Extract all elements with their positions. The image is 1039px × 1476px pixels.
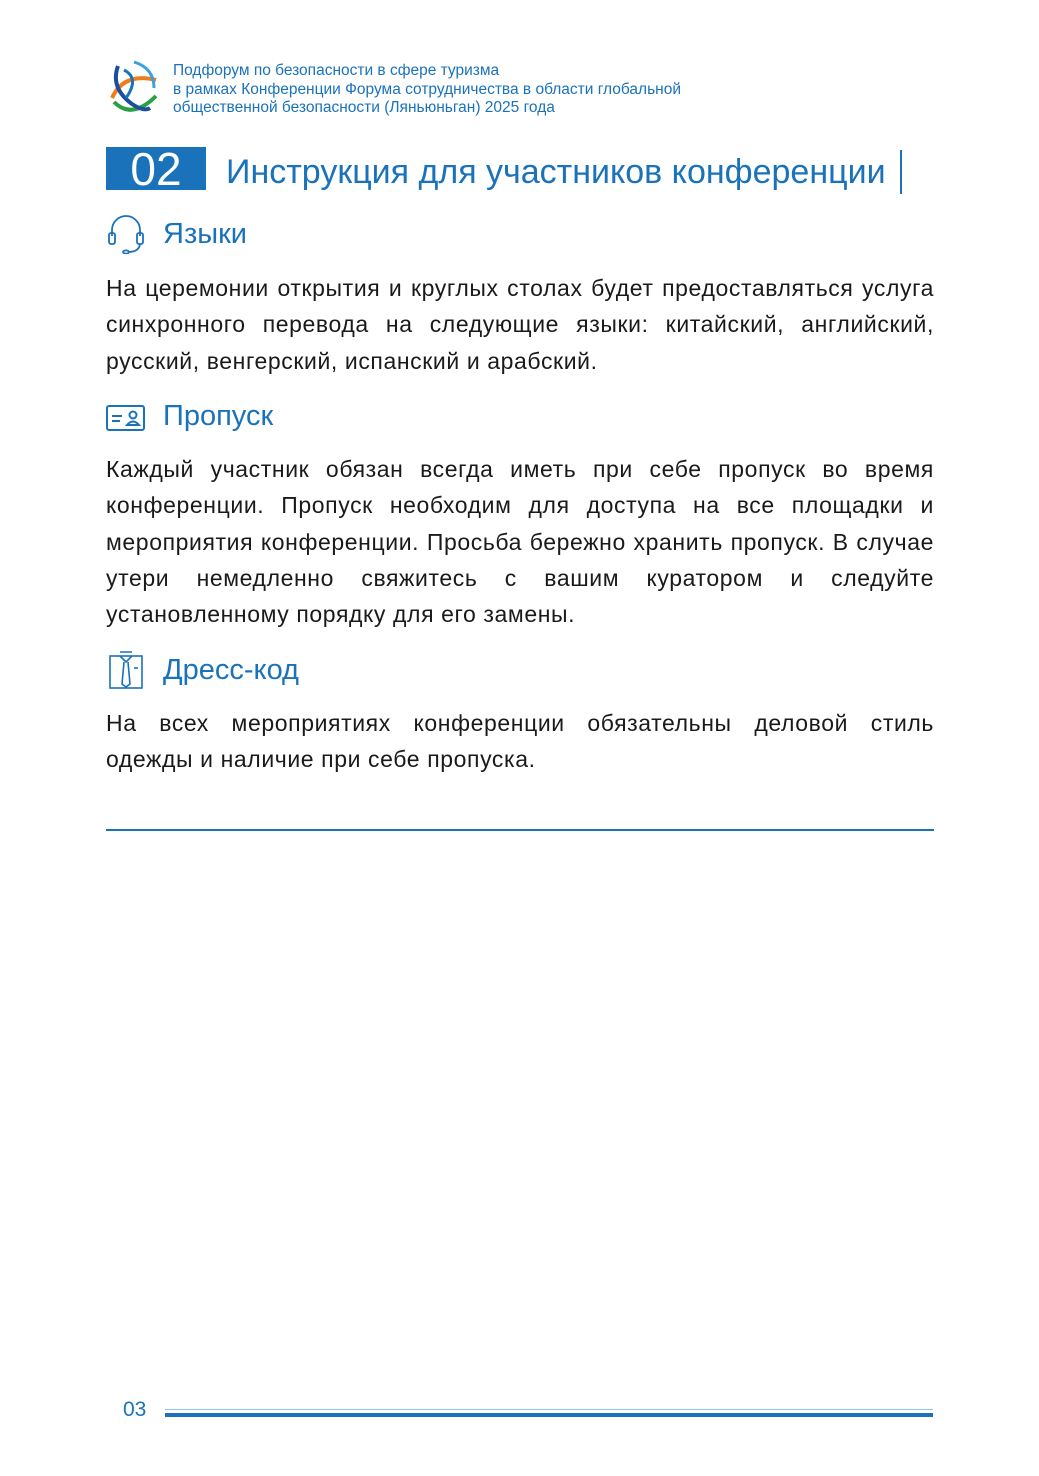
dress-code-text: На всех мероприятиях конференции обязательны деловой стиль одежды и наличие при себе пропуска. <box>106 710 934 773</box>
subsection-dress-code <box>106 650 299 690</box>
header-text <box>173 62 681 118</box>
subsection-languages <box>106 214 247 254</box>
subsection-pass <box>106 396 273 436</box>
header-line: Подфорум по безопасности в сфере туризма <box>173 62 500 79</box>
subsection-title: Пропуск <box>163 399 274 432</box>
subsection-title: Языки <box>163 217 247 250</box>
footer-line-thick <box>165 1413 933 1417</box>
subsection-title: Дресс-код <box>163 653 299 686</box>
section-title: Инструкция для участников конференции <box>226 150 902 194</box>
forum-logo <box>104 58 162 116</box>
divider <box>106 829 934 831</box>
page-number: 03 <box>123 1398 147 1421</box>
section-number: 02 <box>106 147 206 190</box>
shirt-tie-icon <box>106 650 146 690</box>
pass-text: Каждый участник обязан всегда иметь при себе пропуск во время конференции. Пропуск необходим для доступа на все площадки и мероприятия конференции. Просьба бережно хранить пропуск. В случае утери немедленно свяжитесь с вашим куратором и следуйте установленному порядку для его замены. <box>106 456 934 628</box>
id-badge-icon <box>106 396 146 436</box>
headset-icon <box>106 214 146 254</box>
languages-text: На церемонии открытия и круглых столах будет предоставляться услуга синхронного перевода на следующие языки: китайский, английский, русский, венгерский, испанский и арабский. <box>106 275 934 374</box>
header-line: в рамках Конференции Форума сотрудничества в области глобальной <box>173 80 681 98</box>
header-line: общественной безопасности (Ляньюньган) 2025 года <box>173 99 555 116</box>
footer-line-thin <box>165 1409 933 1410</box>
